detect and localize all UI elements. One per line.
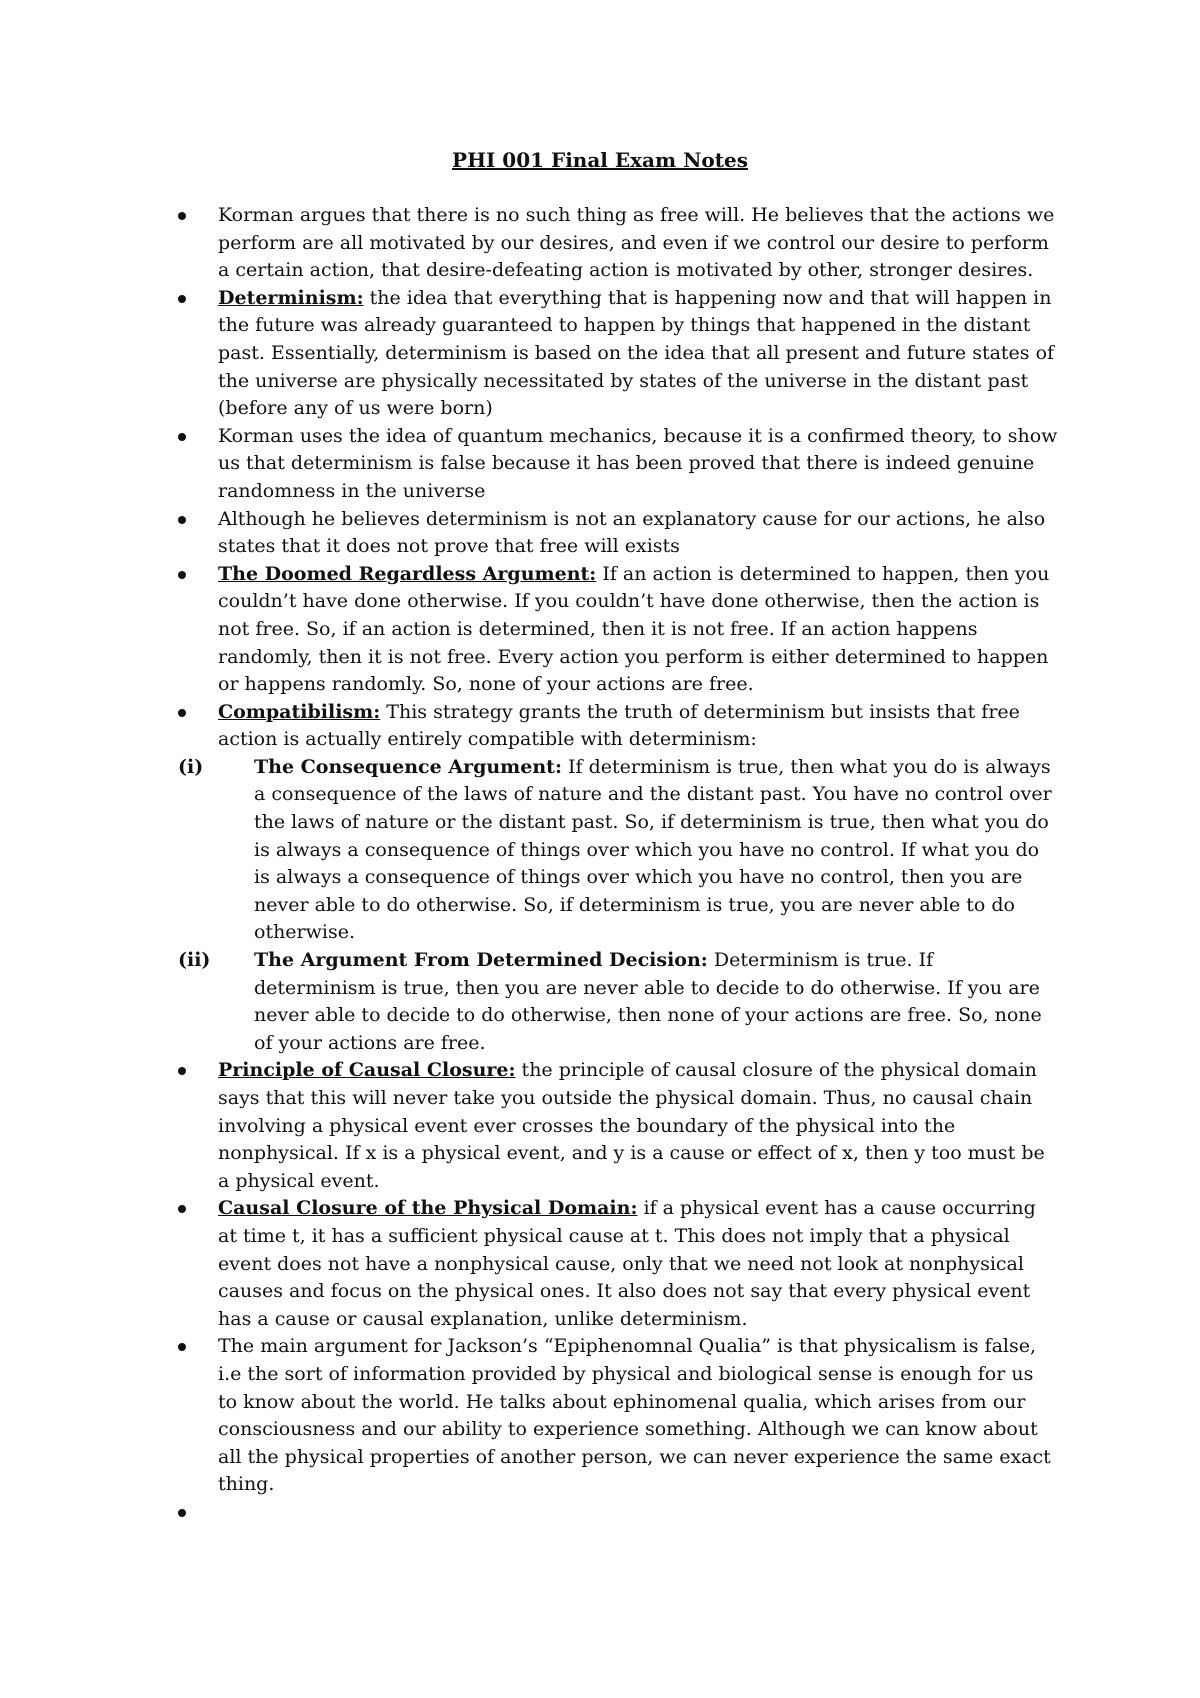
bullet-icon bbox=[178, 516, 186, 524]
bullet-icon bbox=[178, 212, 186, 220]
item-numeral: (i) bbox=[178, 755, 204, 778]
item-text: if a physical event has a cause occurring at time t, it has a sufficient physical cause at t. This does not imply that a physical event does not have a nonphysical cause, only that we need not look at nonphysical causes and focus on the physical ones. It also does not say that every physical event has a cause or causal explanation, unlike determinism. bbox=[218, 1197, 1036, 1330]
list-item bbox=[178, 202, 1058, 285]
numbered-item bbox=[178, 947, 1058, 1057]
item-term: Principle of Causal Closure: bbox=[218, 1059, 516, 1082]
bullet-icon bbox=[178, 1067, 186, 1075]
list-item bbox=[178, 561, 1058, 699]
item-text: If an action is determined to happen, then you couldn’t have done otherwise. If you couldn’t have done otherwise, then the action is not free. So, if an action is determined, then it is not free. If an action happens randomly, then it is not free. Every action you perform is either determined to happen or happens randomly. So, none of your actions are free. bbox=[218, 562, 1050, 696]
item-text: Korman argues that there is no such thing as free will. He believes that the actions we perform are all motivated by our desires, and even if we control our desire to perform a certain action, that desire-defeating action is motivated by other, stronger desires. bbox=[218, 204, 1055, 282]
list-item bbox=[178, 1333, 1058, 1499]
item-term: Causal Closure of the Physical Domain: bbox=[218, 1197, 638, 1220]
item-term: The Consequence Argument: bbox=[254, 755, 562, 778]
list-item bbox=[178, 1195, 1058, 1333]
list-item bbox=[178, 1057, 1058, 1195]
notes-list bbox=[178, 202, 1058, 1527]
item-text: Korman uses the idea of quantum mechanics, because it is a confirmed theory, to show us that determinism is false because it has been proved that there is indeed genuine randomness in the universe bbox=[218, 424, 1058, 502]
empty-list-item bbox=[178, 1499, 1058, 1527]
item-text: the idea that everything that is happening now and that will happen in the future was already guaranteed to happen by things that happened in the distant past. Essentially, determinism is based on the idea that all present and future states of the universe are physically necessitated by states of the universe in the distant past (before any of us were born) bbox=[218, 286, 1055, 420]
item-term: Compatibilism: bbox=[218, 700, 381, 723]
list-item bbox=[178, 506, 1058, 561]
bullet-icon bbox=[178, 1205, 186, 1213]
bullet-icon bbox=[178, 571, 186, 579]
item-text: If determinism is true, then what you do is always a consequence of the laws of nature and the distant past. You have no control over the laws of nature or the distant past. So, if determinism is true, then what you do is always a consequence of things over which you have no control. If what you do is always a consequence of things over which you have no control, then you are never able to do otherwise. So, if determinism is true, you are never able to do otherwise. bbox=[254, 755, 1052, 944]
item-term: The Argument From Determined Decision: bbox=[254, 949, 708, 972]
list-item bbox=[178, 423, 1058, 506]
item-text: This strategy grants the truth of determinism but insists that free action is actually entirely compatible with determinism: bbox=[218, 700, 1020, 751]
bullet-icon bbox=[178, 1343, 186, 1351]
item-term: The Doomed Regardless Argument: bbox=[218, 562, 597, 585]
item-term: Determinism: bbox=[218, 286, 364, 309]
page-title: PHI 001 Final Exam Notes bbox=[452, 148, 748, 172]
list-item bbox=[178, 285, 1058, 423]
item-numeral: (ii) bbox=[178, 949, 211, 972]
item-text: Although he believes determinism is not an explanatory cause for our actions, he also states that it does not prove that free will exists bbox=[218, 507, 1046, 558]
bullet-icon bbox=[178, 709, 186, 717]
numbered-item bbox=[178, 754, 1058, 947]
item-text: the principle of causal closure of the physical domain says that this will never take you outside the physical domain. Thus, no causal chain involving a physical event ever crosses the boundary of the physical into the nonphysical. If x is a physical event, and y is a cause or effect of x, then y too must be a physical event. bbox=[218, 1059, 1045, 1192]
item-text: The main argument for Jackson’s “Epiphenomnal Qualia” is that physicalism is false, i.e the sort of information provided by physical and biological sense is enough for us to know about the world. He talks about ephinomenal qualia, which arises from our consciousness and our ability to experience something. Although we can know about all the physical properties of another person, we can never experience the same exact thing. bbox=[218, 1335, 1051, 1496]
bullet-icon bbox=[178, 433, 186, 441]
bullet-icon bbox=[178, 1509, 186, 1517]
list-item bbox=[178, 699, 1058, 754]
item-text: Determinism is true. If determinism is true, then you are never able to decide to do otherwise. If you are never able to decide to do otherwise, then none of your actions are free. So, none of your actions are free. bbox=[254, 949, 1042, 1054]
bullet-icon bbox=[178, 295, 186, 303]
